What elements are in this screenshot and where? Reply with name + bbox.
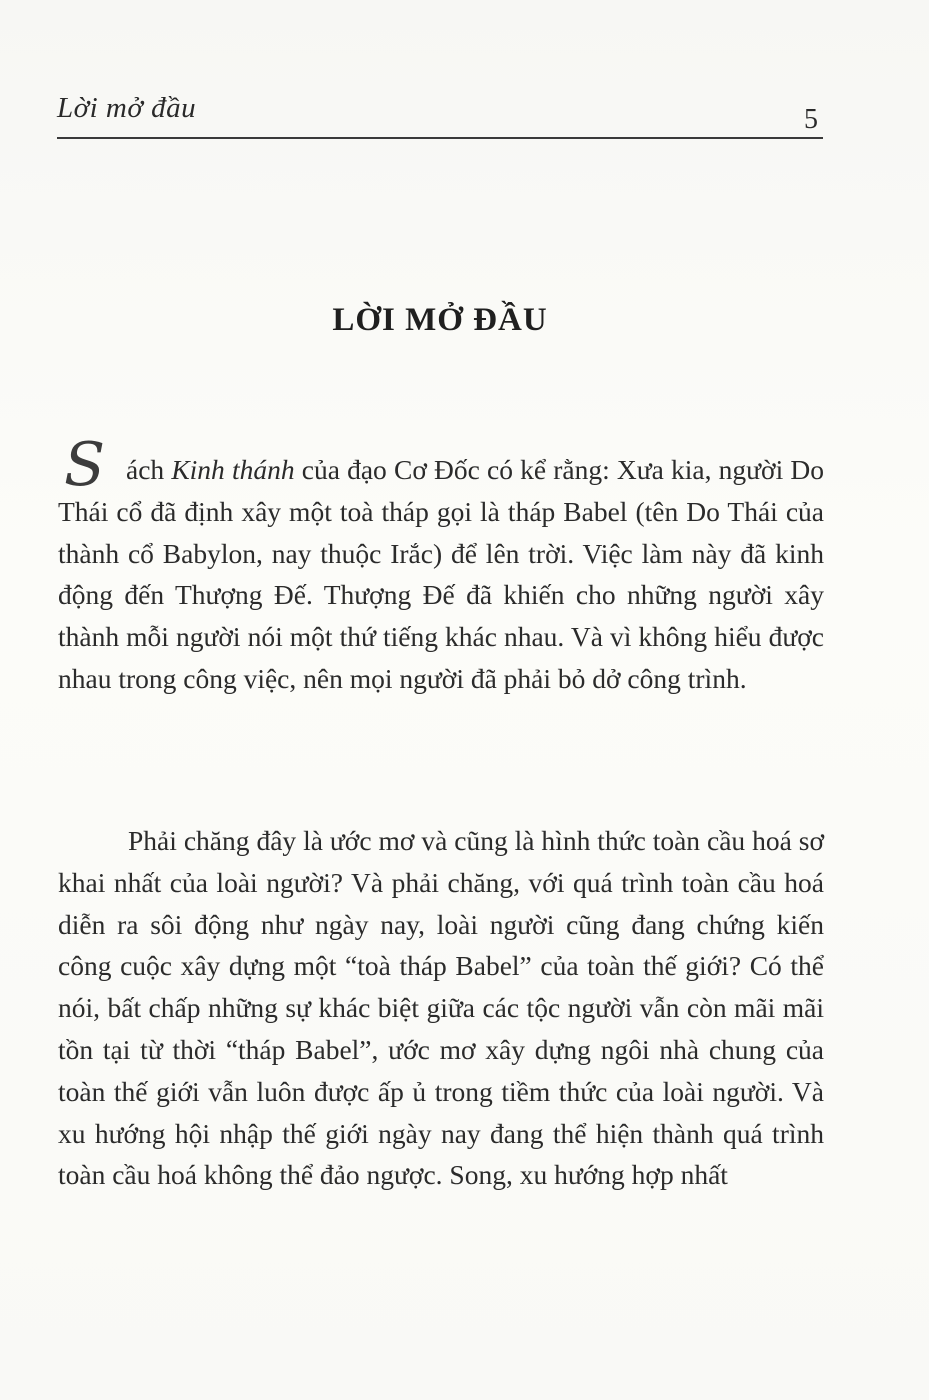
- paragraph-2-text: Phải chăng đây là ước mơ và cũng là hình thức toàn cầu hoá sơ khai nhất của loài người? Và phải chăng, với quá trình toàn cầu hoá diễn ra sôi động như ngày nay, loài người cũng đang chứng kiến công cuộc xây dựng một “toà tháp Babel” của toàn thế giới? Có thể nói, bất chấp những sự khác biệt giữa các tộc người vẫn còn mãi mãi tồn tại từ thời “tháp Babel”, ước mơ xây dựng ngôi nhà chung của toàn thế giới vẫn luôn được ấp ủ trong tiềm thức của loài người. Và xu hướng hội nhập thế giới ngày nay đang thể hiện thành quá trình toàn cầu hoá không thể đảo ngược. Song, xu hướng hợp nhất: [58, 825, 824, 1191]
- header-rule: [57, 137, 823, 139]
- chapter-title: LỜI MỞ ĐẦU: [332, 302, 548, 338]
- paragraph-1-italic-title: Kinh thánh: [171, 454, 295, 485]
- paragraph-1-lead: ách: [126, 454, 172, 485]
- paragraph-1: [58, 430, 825, 700]
- drop-cap-letter: S: [64, 430, 106, 500]
- running-head-title: Lời mở đầu: [57, 92, 197, 124]
- paragraph-2: [58, 820, 824, 1196]
- paragraph-1-text: của đạo Cơ Đốc có kể rằng: Xưa kia, người Do Thái cổ đã định xây một toà tháp gọi là tháp Babel (tên Do Thái của thành cổ Babylon, nay thuộc Irắc) để lên trời. Việc làm này đã kinh động đến Thượng Đế. Thượng Đế đã khiến cho những người xây thành mỗi người nói một thứ tiếng khác nhau. Và vì không hiểu được nhau trong công việc, nên mọi người đã phải bỏ dở công trình.: [58, 454, 825, 694]
- page-number: 5: [804, 104, 818, 135]
